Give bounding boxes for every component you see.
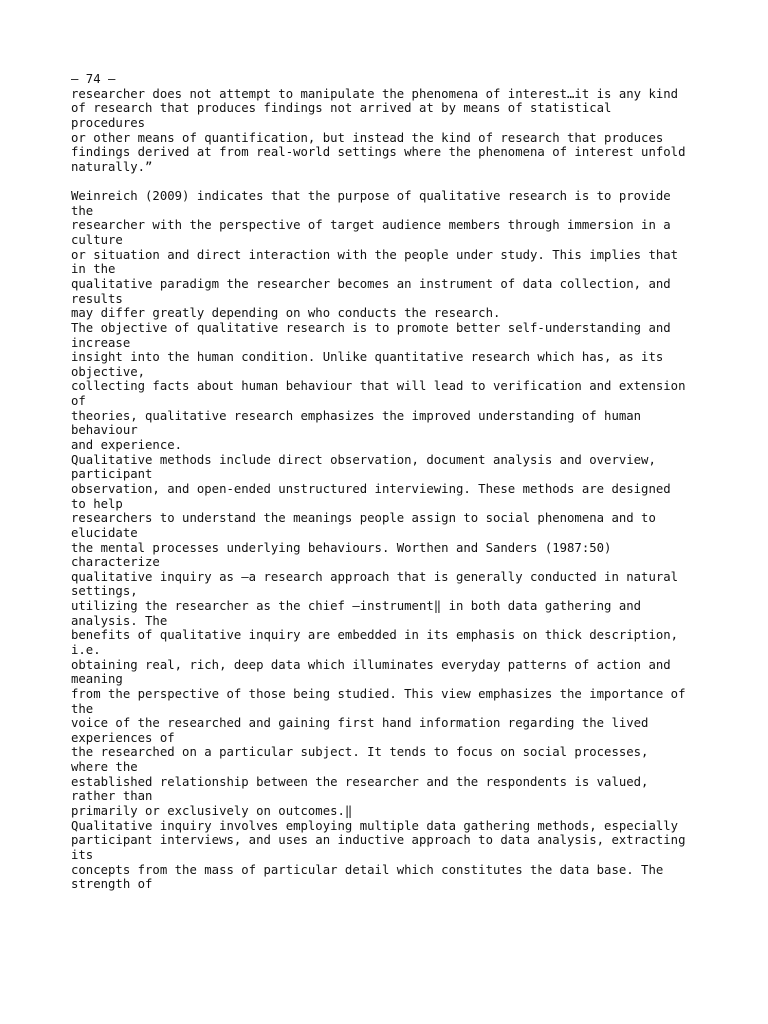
text-line: the mental processes underlying behaviours. Worthen and Sanders (1987:50) [71, 540, 612, 555]
text-line: researchers to understand the meanings people assign to social phenomena and to [71, 511, 656, 526]
text-line: The objective of qualitative research is to promote better self-understanding and [71, 320, 671, 335]
text-line: researcher does not attempt to manipulate the phenomena of interest…it is any kind [71, 86, 679, 101]
text-line: qualitative inquiry as ―a research approach that is generally conducted in natural [71, 569, 679, 584]
text-line: elucidate [71, 525, 138, 540]
text-line: behaviour [71, 423, 138, 438]
text-line: analysis. The [71, 613, 168, 628]
text-line: insight into the human condition. Unlike quantitative research which has, as its [71, 350, 664, 365]
text-line: and experience. [71, 438, 183, 453]
blank-line [71, 174, 731, 189]
text-line: strength of [71, 877, 153, 892]
page-number: — 74 — [71, 72, 116, 86]
text-line: the [71, 701, 94, 716]
text-line: Qualitative inquiry involves employing multiple data gathering methods, especially [71, 818, 679, 833]
text-line: Qualitative methods include direct observation, document analysis and overview, [71, 452, 656, 467]
text-line: of [71, 394, 86, 409]
text-line: rather than [71, 789, 153, 804]
text-line: utilizing the researcher as the chief ―instrument‖ in both data gathering and [71, 599, 642, 614]
document-body [71, 87, 731, 892]
text-line: concepts from the mass of particular detail which constitutes the data base. The [71, 862, 664, 877]
text-line: where the [71, 760, 138, 775]
text-line: results [71, 291, 123, 306]
text-line: increase [71, 335, 131, 350]
text-line: established relationship between the researcher and the respondents is valued, [71, 774, 649, 789]
text-line: meaning [71, 672, 123, 687]
text-line: the researched on a particular subject. It tends to focus on social processes, [71, 745, 649, 760]
text-line: procedures [71, 115, 146, 130]
text-line: participant interviews, and uses an inductive approach to data analysis, extracting [71, 833, 686, 848]
text-line: collecting facts about human behaviour that will lead to verification and extension [71, 379, 686, 394]
text-line: findings derived at from real-world settings where the phenomena of interest unfold [71, 145, 686, 160]
text-line: experiences of [71, 730, 175, 745]
text-line: in the [71, 262, 116, 277]
text-line: may differ greatly depending on who conducts the research. [71, 306, 501, 321]
text-line: its [71, 847, 94, 862]
text-line: qualitative paradigm the researcher becomes an instrument of data collection, and [71, 276, 671, 291]
text-line: Weinreich (2009) indicates that the purpose of qualitative research is to provide [71, 189, 671, 204]
text-line: or other means of quantification, but instead the kind of research that produces [71, 130, 664, 145]
text-line: benefits of qualitative inquiry are embedded in its emphasis on thick description, [71, 628, 679, 643]
text-line: observation, and open-ended unstructured interviewing. These methods are designed [71, 481, 671, 496]
document-page [71, 72, 731, 892]
text-line: researcher with the perspective of target audience members through immersion in a [71, 218, 671, 233]
text-line: participant [71, 467, 153, 482]
text-line: or situation and direct interaction with the people under study. This implies that [71, 247, 679, 262]
text-line: to help [71, 496, 123, 511]
text-line: primarily or exclusively on outcomes.‖ [71, 804, 353, 819]
text-line: voice of the researched and gaining first hand information regarding the lived [71, 716, 649, 731]
text-line: settings, [71, 584, 138, 599]
text-line: the [71, 203, 94, 218]
text-line: naturally.” [71, 159, 153, 174]
text-line: from the perspective of those being studied. This view emphasizes the importance of [71, 686, 686, 701]
text-line: culture [71, 233, 123, 248]
text-line: objective, [71, 364, 146, 379]
text-line: obtaining real, rich, deep data which illuminates everyday patterns of action and [71, 657, 671, 672]
text-line: theories, qualitative research emphasizes the improved understanding of human [71, 408, 642, 423]
text-line: characterize [71, 555, 160, 570]
text-line: of research that produces findings not arrived at by means of statistical [71, 101, 612, 116]
text-line: i.e. [71, 642, 101, 657]
